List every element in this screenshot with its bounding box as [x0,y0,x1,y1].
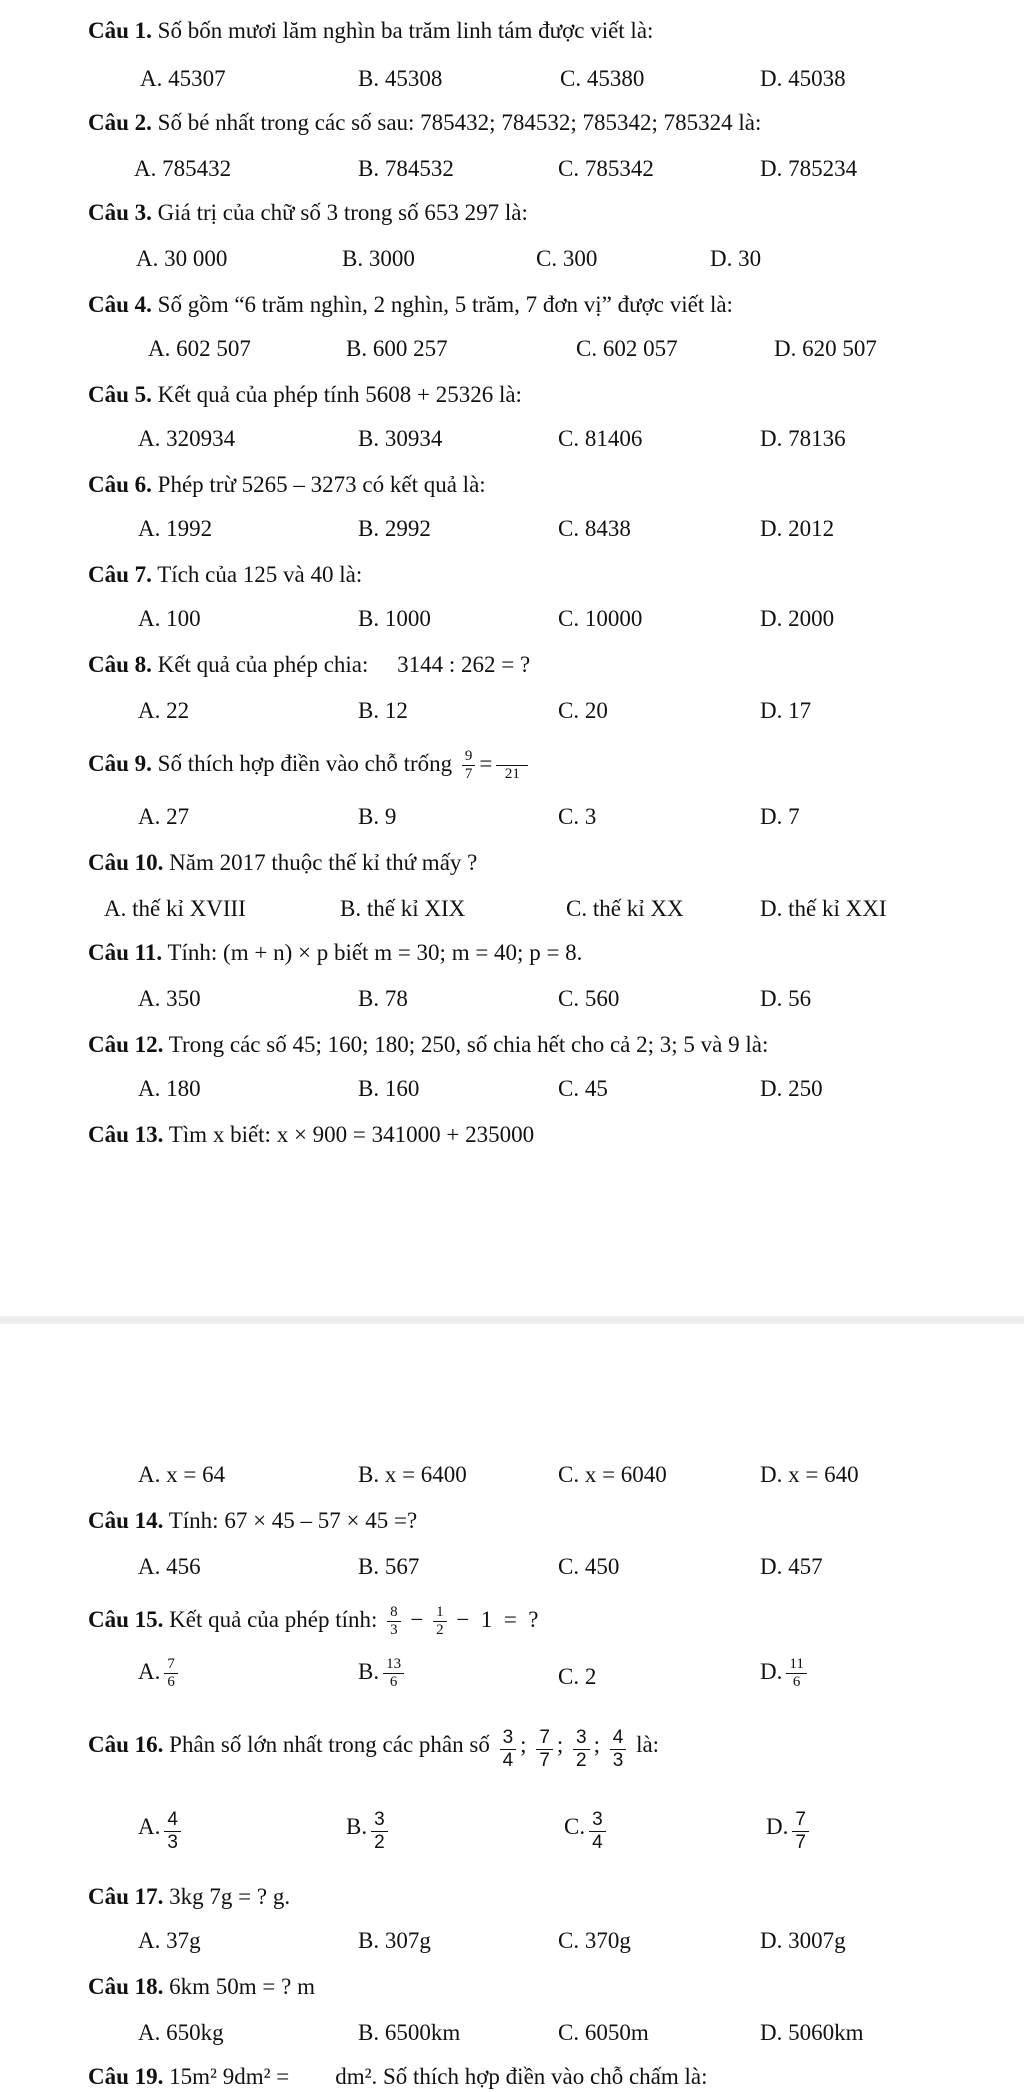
option-d[interactable]: D. 78136 [760,426,846,451]
question-label: Câu 10. [88,850,164,875]
question-text: 3kg 7g = ? g. [163,1884,291,1909]
minus-sign: − [410,1606,424,1632]
option-c[interactable]: C. 81406 [558,426,643,451]
question-label: Câu 8. [88,652,152,677]
question-5 [88,380,522,410]
question-label: Câu 19. [88,2064,164,2089]
option-b[interactable]: B. 784532 [358,156,454,181]
option-b[interactable]: B. 30934 [358,426,443,451]
question-text: Trong các số 45; 160; 180; 250, số chia hết cho cả 2; 3; 5 và 9 là: [163,1032,769,1057]
option-a[interactable]: A. 320934 [138,426,236,451]
option-d[interactable]: D. $\frac{7}{7}$ [766,1800,813,1854]
option-b[interactable]: B. $\frac{13}{6}$ [358,1656,408,1691]
question-text: Năm 2017 thuộc thế kỉ thứ mấy ? [163,850,478,875]
option-c[interactable]: C. 2 [558,1664,597,1689]
option-b[interactable]: B. 567 [358,1554,420,1579]
question-2 [88,108,761,138]
option-b[interactable]: B. $\frac{3}{2}$ [346,1800,392,1854]
fraction-1-2: $\frac{1}{2}$ [433,1604,447,1639]
fraction: $\frac{7}{6}$ [164,1656,178,1691]
option-c[interactable]: C. $\frac{3}{4}$ [564,1800,610,1854]
option-c[interactable]: C. 602 057 [576,336,678,361]
question-text: Tìm x biết: x × 900 = 341000 + 235000 [163,1122,535,1147]
fraction-8-3: $\frac{8}{3}$ [387,1604,401,1639]
question-label: Câu 6. [88,472,152,497]
question-text: Kết quả của phép tính 5608 + 25326 là: [151,382,522,407]
option-c[interactable]: C. 20 [558,698,608,723]
question-8 [88,650,530,680]
option-b[interactable]: B. 78 [358,986,408,1011]
question-10 [88,848,477,878]
question-11 [88,938,582,968]
question-text: 15m² 9dm² = dm². Số thích hợp điền vào chỗ chấm là: [163,2064,708,2089]
option-d[interactable]: D. $\frac{11}{6}$ [760,1656,811,1691]
option-b[interactable]: B. 9 [358,804,397,829]
option-a[interactable]: A. 100 [138,606,201,631]
question-label: Câu 16. [88,1732,164,1757]
option-b[interactable]: B. 600 257 [346,336,448,361]
question-label: Câu 3. [88,200,152,225]
option-a[interactable]: A. $\frac{7}{6}$ [138,1656,182,1691]
question-text: Kết quả của phép chia: 3144 : 262 = ? [151,652,531,677]
worksheet-page-2 [0,1320,1024,2089]
option-b[interactable]: B. 12 [358,698,408,723]
question-label: Câu 4. [88,292,152,317]
option-a[interactable]: A. 1992 [138,516,213,541]
fraction-3-4: $\frac{3}{4}$ [500,1727,517,1772]
option-b[interactable]: B. 307g [358,1928,431,1953]
question-14 [88,1506,417,1536]
option-c[interactable]: C. thế kỉ XX [566,896,684,921]
question-text: Số thích hợp điền vào chỗ trống [151,750,453,776]
option-d[interactable]: D. 2012 [760,516,835,541]
option-a[interactable]: A. 180 [138,1076,201,1101]
fraction-4-3: $\frac{4}{3}$ [610,1727,627,1772]
option-b[interactable]: B. 6500km [358,2020,461,2045]
option-c[interactable]: C. 370g [558,1928,631,1953]
option-a[interactable]: A. 30 000 [136,246,228,271]
option-d[interactable]: D. x = 640 [760,1462,859,1487]
fraction: $\frac{7}{7}$ [792,1809,809,1854]
option-c[interactable]: C. 10000 [558,606,643,631]
question-15 [88,1604,539,1639]
question-text: Tính: (m + n) × p biết m = 30; m = 40; p = 8. [162,940,583,965]
option-c[interactable]: C. 45 [558,1076,608,1101]
question-label: Câu 18. [88,1974,164,1999]
fraction-3-2: $\frac{3}{2}$ [573,1727,590,1772]
fraction: $\frac{13}{6}$ [383,1656,404,1691]
question-text: Số bốn mươi lăm nghìn ba trăm linh tám được viết là: [151,18,654,43]
option-b[interactable]: B. 1000 [358,606,431,631]
fraction-7-7: $\frac{7}{7}$ [536,1727,553,1772]
option-b[interactable]: B. x = 6400 [358,1462,467,1487]
option-a[interactable]: A. $\frac{4}{3}$ [138,1800,185,1854]
option-c[interactable]: C. 45380 [560,66,645,91]
option-c[interactable]: C. x = 6040 [558,1462,667,1487]
option-a[interactable]: A. 456 [138,1554,201,1579]
question-3 [88,198,528,228]
question-text: Số gồm “6 trăm nghìn, 2 nghìn, 5 trăm, 7 đơn vị” được viết là: [151,292,733,317]
question-text: 6km 50m = ? m [163,1974,316,1999]
option-c[interactable]: C. 560 [558,986,620,1011]
fraction: $\frac{3}{2}$ [371,1809,388,1854]
question-text: Tích của 125 và 40 là: [151,562,363,587]
option-d[interactable]: D. 5060km [760,2020,864,2045]
option-d[interactable]: D. 30 [710,246,762,271]
equals-sign: = [479,750,493,776]
question-label: Câu 11. [88,940,163,965]
option-a[interactable]: A. 45307 [140,66,226,91]
option-c[interactable]: C. 785342 [558,156,654,181]
fraction: $\frac{11}{6}$ [786,1656,806,1691]
question-9 [88,748,532,783]
question-1 [88,16,653,46]
question-label: Câu 12. [88,1032,164,1057]
question-label: Câu 14. [88,1508,164,1533]
option-d[interactable]: D. 250 [760,1076,823,1101]
question-text: Kết quả của phép tính: [163,1606,378,1632]
fraction-blank[interactable]: 21 [496,748,528,783]
question-7 [88,560,362,590]
question-text: Phân số lớn nhất trong các phân số [163,1732,490,1757]
option-a[interactable]: A. 22 [138,698,190,723]
question-text: Số bé nhất trong các số sau: 785432; 784532; 785342; 785324 là: [151,110,762,135]
question-12 [88,1030,768,1060]
question-17 [88,1882,290,1912]
option-c[interactable]: C. 450 [558,1554,620,1579]
option-d[interactable]: D. 3007g [760,1928,846,1953]
option-d[interactable]: D. 45038 [760,66,846,91]
option-a[interactable]: A. 27 [138,804,190,829]
option-a[interactable]: A. thế kỉ XVIII [104,896,246,921]
fraction: $\frac{4}{3}$ [164,1809,181,1854]
question-label: Câu 2. [88,110,152,135]
option-c[interactable]: C. 8438 [558,516,631,541]
question-13 [88,1120,534,1150]
fraction: $\frac{3}{4}$ [589,1809,606,1854]
option-b[interactable]: B. 2992 [358,516,431,541]
option-b[interactable]: B. 3000 [342,246,415,271]
question-label: Câu 9. [88,750,152,776]
question-text: Phép trừ 5265 – 3273 có kết quả là: [151,472,486,497]
question-label: Câu 5. [88,382,152,407]
option-d[interactable]: D. 785234 [760,156,858,181]
option-b[interactable]: B. 45308 [358,66,443,91]
question-label: Câu 13. [88,1122,164,1147]
option-d[interactable]: D. 17 [760,698,812,723]
option-c[interactable]: C. 6050m [558,2020,649,2045]
option-d[interactable]: D. 620 507 [774,336,877,361]
option-d[interactable]: D. 56 [760,986,812,1011]
option-a[interactable]: A. 37g [138,1928,201,1953]
option-d[interactable]: D. 7 [760,804,800,829]
question-16: Câu 16. Phân số lớn nhất trong các phân số $\frac{3}{4}$ ; $\frac{7}{7}$ ; $\frac{3}{2}$ ; $\frac{4}{3}$ là: [88,1727,660,1771]
question-label: Câu 1. [88,18,152,43]
option-a[interactable]: A. 350 [138,986,201,1011]
question-18 [88,1972,315,2002]
option-a[interactable]: A. 785432 [134,156,232,181]
option-b[interactable]: B. 160 [358,1076,420,1101]
option-d[interactable]: D. thế kỉ XXI [760,896,887,921]
option-b[interactable]: B. thế kỉ XIX [340,896,466,921]
option-d[interactable]: D. 457 [760,1554,823,1579]
question-label: Câu 15. [88,1606,164,1632]
question-6 [88,470,486,500]
fraction-given: $\frac{9}{7}$ [462,748,476,783]
option-a[interactable]: A. x = 64 [138,1462,226,1487]
expression-tail: − 1 = ? [456,1606,539,1632]
question-text: Tính: 67 × 45 – 57 × 45 =? [163,1508,418,1533]
option-d[interactable]: D. 2000 [760,606,835,631]
question-label: Câu 17. [88,1884,164,1909]
option-c[interactable]: C. 300 [536,246,598,271]
option-c[interactable]: C. 3 [558,804,597,829]
question-4 [88,290,733,320]
option-a[interactable]: A. 602 507 [148,336,251,361]
question-19 [88,2062,708,2092]
question-text: Giá trị của chữ số 3 trong số 653 297 là: [151,200,528,225]
question-label: Câu 7. [88,562,152,587]
option-a[interactable]: A. 650kg [138,2020,224,2045]
